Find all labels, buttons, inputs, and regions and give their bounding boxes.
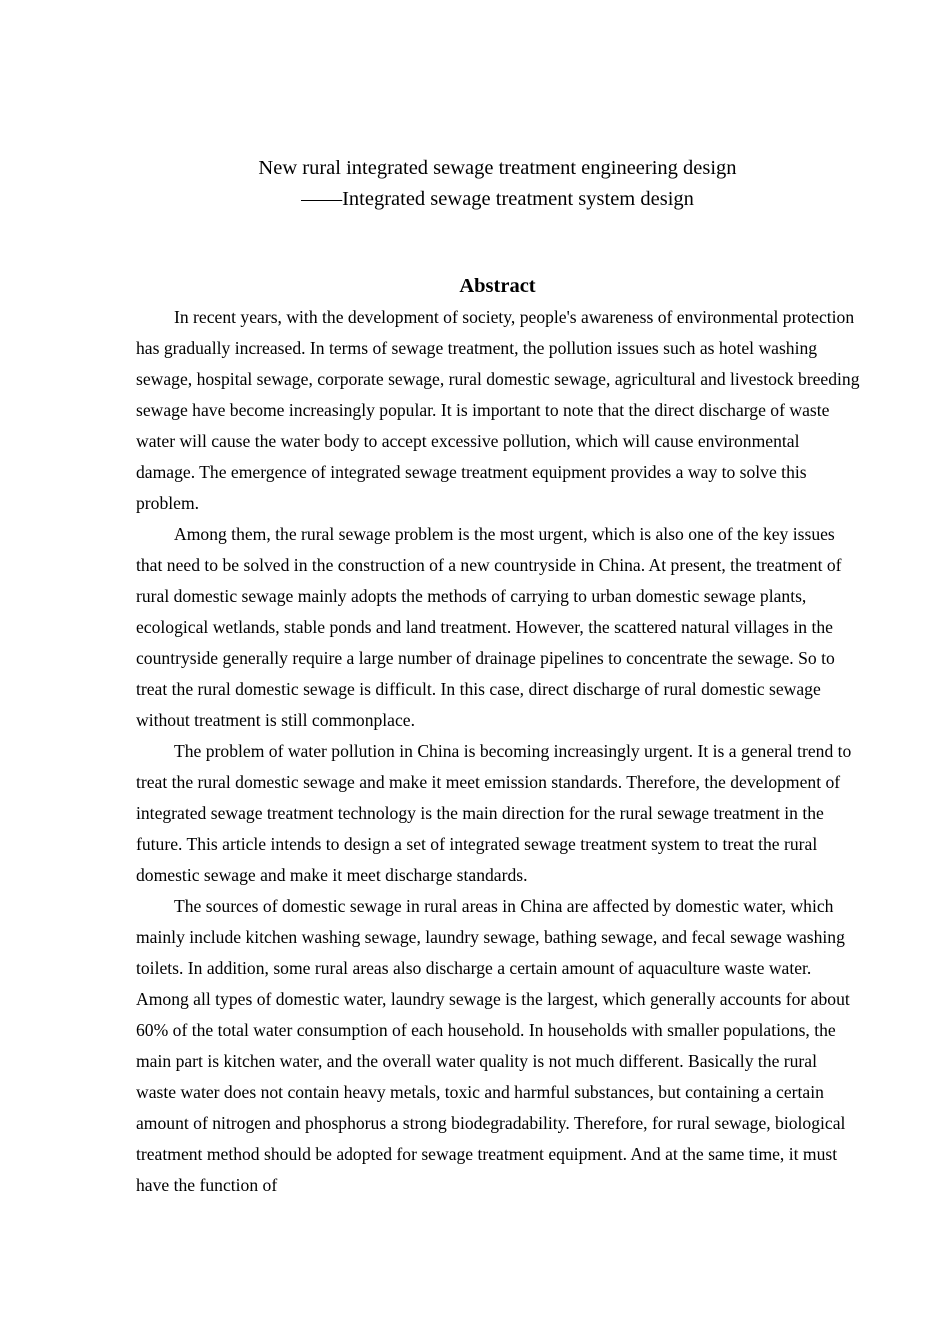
- document-title: [0, 153, 950, 215]
- abstract-paragraph-4: The sources of domestic sewage in rural areas in China are affected by domestic water, which mainly include kitchen washing sewage, laundry sewage, bathing sewage, and fecal sewage washing toilets. In addition, some rural areas also discharge a certain amount of aquaculture waste water. Among all types of domestic water, laundry sewage is the largest, which generally accounts for about 60% of the total water consumption of each household. In households with smaller populations, the main part is kitchen water, and the overall water quality is not much different. Basically the rural waste water does not contain heavy metals, toxic and harmful substances, but containing a certain amount of nitrogen and phosphorus a strong biodegradability. Therefore, for rural sewage, biological treatment method should be adopted for sewage treatment equipment. And at the same time, it must have the function of: [136, 896, 850, 1195]
- abstract-heading: Abstract: [459, 275, 536, 297]
- abstract-paragraph-3: The problem of water pollution in China is becoming increasingly urgent. It is a general trend to treat the rural domestic sewage and make it meet emission standards. Therefore, the development of integrated sewage treatment technology is the main direction for the rural sewage treatment in the future. This article intends to design a set of integrated sewage treatment system to treat the rural domestic sewage and make it meet discharge standards.: [136, 741, 852, 885]
- abstract-paragraph-1: In recent years, with the development of society, people's awareness of environmental protection has gradually increased. In terms of sewage treatment, the pollution issues such as hotel washing sewage, hospital sewage, corporate sewage, rural domestic sewage, agricultural and livestock breeding sewage have become increasingly popular. It is important to note that the direct discharge of waste water will cause the water body to accept excessive pollution, which will cause environmental damage. The emergence of integrated sewage treatment equipment provides a way to solve this problem.: [136, 307, 860, 513]
- title-line-subtitle: ——Integrated sewage treatment system design: [301, 188, 694, 210]
- abstract-paragraph-2: Among them, the rural sewage problem is the most urgent, which is also one of the key issues that need to be solved in the construction of a new countryside in China. At present, the treatment of rural domestic sewage mainly adopts the methods of carrying to urban domestic sewage plants, ecological wetlands, stable ponds and land treatment. However, the scattered natural villages in the countryside generally require a large number of drainage pipelines to concentrate the sewage. So to treat the rural domestic sewage is difficult. In this case, direct discharge of rural domestic sewage without treatment is still commonplace.: [136, 524, 842, 730]
- abstract-body: [136, 302, 860, 1201]
- title-line-main: New rural integrated sewage treatment engineering design: [258, 157, 737, 179]
